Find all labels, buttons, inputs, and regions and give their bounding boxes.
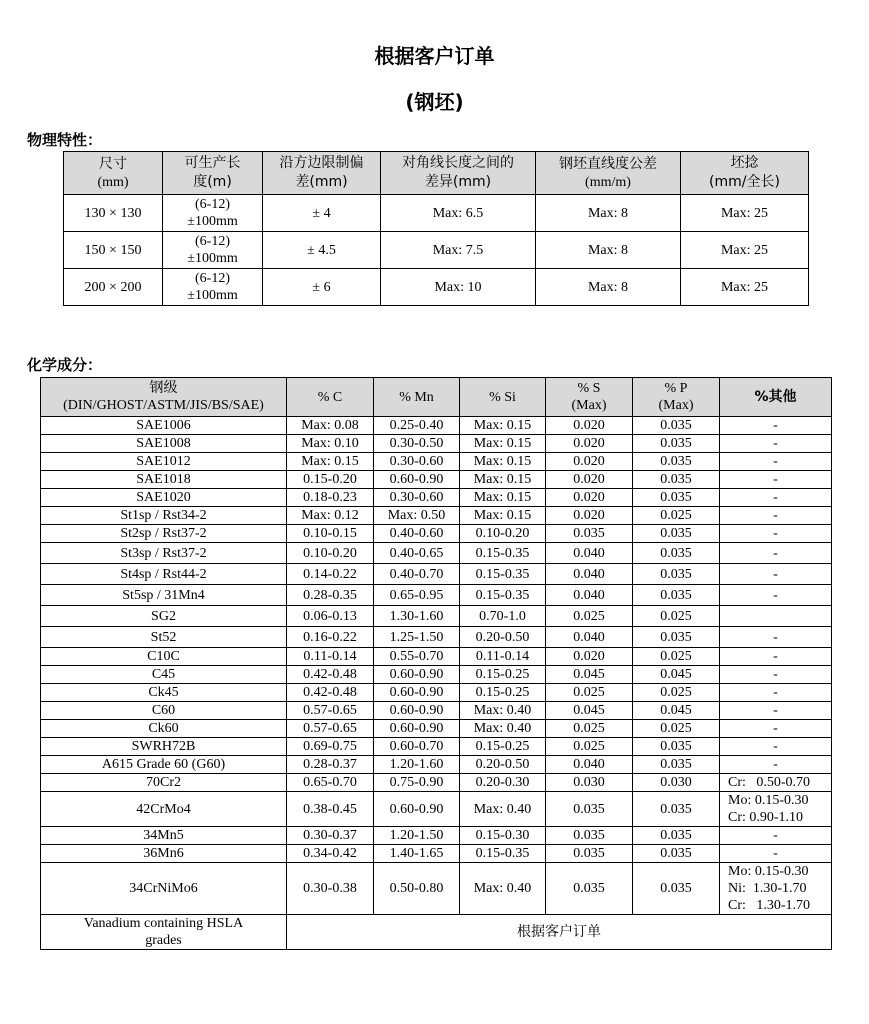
other-cell bbox=[720, 606, 832, 627]
manganese-cell: 0.30-0.60 bbox=[374, 453, 460, 471]
manganese-cell: 0.65-0.95 bbox=[374, 585, 460, 606]
grade-cell: SG2 bbox=[41, 606, 287, 627]
manganese-cell: 1.20-1.50 bbox=[374, 827, 460, 845]
grade-cell: 34Mn5 bbox=[41, 827, 287, 845]
phosphorus-cell: 0.025 bbox=[633, 720, 720, 738]
other-cell bbox=[720, 435, 832, 453]
physical-properties-table bbox=[63, 151, 809, 306]
twist-cell: Max: 25 bbox=[681, 269, 809, 306]
phosphorus-cell: 0.025 bbox=[633, 684, 720, 702]
other-element-value: - bbox=[773, 418, 778, 433]
other-element-value: Mo: 0.15-0.30 bbox=[728, 864, 809, 879]
header-cell: %其他 bbox=[720, 378, 832, 417]
phosphorus-cell: 0.035 bbox=[633, 845, 720, 863]
header-cell: 坯捻 (mm/全长) bbox=[681, 152, 809, 195]
diagonal-cell: Max: 7.5 bbox=[381, 232, 536, 269]
grade-cell: Ck45 bbox=[41, 684, 287, 702]
sulfur-cell: 0.020 bbox=[546, 507, 633, 525]
table-row bbox=[41, 702, 832, 720]
other-element-value: - bbox=[773, 828, 778, 843]
carbon-cell: 0.57-0.65 bbox=[287, 720, 374, 738]
other-element-value: Cr: 0.90-1.10 bbox=[728, 810, 804, 825]
phosphorus-cell: 0.035 bbox=[633, 417, 720, 435]
table-row bbox=[41, 585, 832, 606]
carbon-cell: 0.11-0.14 bbox=[287, 648, 374, 666]
grade-cell: C10C bbox=[41, 648, 287, 666]
other-cell bbox=[720, 417, 832, 435]
other-cell bbox=[720, 471, 832, 489]
grade-cell: Vanadium containing HSLA grades bbox=[41, 915, 287, 950]
table-row bbox=[41, 453, 832, 471]
carbon-cell: 0.10-0.15 bbox=[287, 525, 374, 543]
other-element-value: Mo: 0.15-0.30 bbox=[728, 793, 809, 808]
other-element-value: - bbox=[773, 436, 778, 451]
sulfur-cell: 0.020 bbox=[546, 648, 633, 666]
silicon-cell: 0.20-0.50 bbox=[460, 627, 546, 648]
table-row bbox=[64, 232, 809, 269]
silicon-cell: Max: 0.40 bbox=[460, 720, 546, 738]
other-element-value: - bbox=[773, 472, 778, 487]
sulfur-cell: 0.020 bbox=[546, 435, 633, 453]
silicon-cell: 0.10-0.20 bbox=[460, 525, 546, 543]
size-cell: 130 × 130 bbox=[64, 195, 163, 232]
table-row bbox=[41, 471, 832, 489]
other-cell bbox=[720, 627, 832, 648]
silicon-cell: 0.70-1.0 bbox=[460, 606, 546, 627]
silicon-cell: 0.15-0.35 bbox=[460, 585, 546, 606]
other-element-value: - bbox=[773, 545, 778, 561]
grade-cell: C45 bbox=[41, 666, 287, 684]
table-row bbox=[41, 417, 832, 435]
carbon-cell: 0.57-0.65 bbox=[287, 702, 374, 720]
other-cell bbox=[720, 453, 832, 471]
other-element-value: - bbox=[773, 629, 778, 645]
other-element-value: - bbox=[773, 721, 778, 736]
sulfur-cell: 0.020 bbox=[546, 453, 633, 471]
other-cell bbox=[720, 564, 832, 585]
grade-cell: SAE1012 bbox=[41, 453, 287, 471]
manganese-cell: 0.60-0.90 bbox=[374, 792, 460, 827]
straightness-cell: Max: 8 bbox=[536, 195, 681, 232]
table-row bbox=[41, 792, 832, 827]
sulfur-cell: 0.035 bbox=[546, 863, 633, 915]
length-cell bbox=[163, 195, 263, 232]
table-row bbox=[41, 543, 832, 564]
merged-value-cell: 根据客户订单 bbox=[287, 915, 832, 950]
manganese-cell: 0.60-0.90 bbox=[374, 666, 460, 684]
table-row bbox=[41, 684, 832, 702]
side-tolerance-cell: ± 4.5 bbox=[263, 232, 381, 269]
carbon-cell: 0.06-0.13 bbox=[287, 606, 374, 627]
table-row bbox=[41, 756, 832, 774]
table-header-row bbox=[41, 378, 832, 417]
silicon-cell: Max: 0.15 bbox=[460, 417, 546, 435]
sulfur-cell: 0.025 bbox=[546, 606, 633, 627]
carbon-cell: 0.34-0.42 bbox=[287, 845, 374, 863]
silicon-cell: 0.15-0.35 bbox=[460, 564, 546, 585]
silicon-cell: 0.11-0.14 bbox=[460, 648, 546, 666]
length-cell bbox=[163, 232, 263, 269]
silicon-cell: 0.15-0.25 bbox=[460, 738, 546, 756]
other-element-value: - bbox=[773, 508, 778, 523]
grade-cell: SAE1020 bbox=[41, 489, 287, 507]
phosphorus-cell: 0.035 bbox=[633, 489, 720, 507]
phosphorus-cell: 0.035 bbox=[633, 564, 720, 585]
twist-cell: Max: 25 bbox=[681, 195, 809, 232]
phosphorus-cell: 0.035 bbox=[633, 863, 720, 915]
sulfur-cell: 0.045 bbox=[546, 702, 633, 720]
silicon-cell: Max: 0.15 bbox=[460, 471, 546, 489]
grade-cell: St3sp / Rst37-2 bbox=[41, 543, 287, 564]
manganese-cell: 0.25-0.40 bbox=[374, 417, 460, 435]
length-tolerance: ±100mm bbox=[187, 251, 238, 266]
carbon-cell: 0.42-0.48 bbox=[287, 666, 374, 684]
grade-cell: St2sp / Rst37-2 bbox=[41, 525, 287, 543]
carbon-cell: 0.42-0.48 bbox=[287, 684, 374, 702]
table-row bbox=[41, 738, 832, 756]
silicon-cell: Max: 0.15 bbox=[460, 489, 546, 507]
carbon-cell: 0.14-0.22 bbox=[287, 564, 374, 585]
manganese-cell: 0.40-0.65 bbox=[374, 543, 460, 564]
straightness-cell: Max: 8 bbox=[536, 232, 681, 269]
sulfur-cell: 0.035 bbox=[546, 525, 633, 543]
silicon-cell: 0.15-0.35 bbox=[460, 543, 546, 564]
sulfur-cell: 0.040 bbox=[546, 756, 633, 774]
header-cell: % P (Max) bbox=[633, 378, 720, 417]
manganese-cell: 0.30-0.50 bbox=[374, 435, 460, 453]
table-row bbox=[41, 827, 832, 845]
grade-cell: St5sp / 31Mn4 bbox=[41, 585, 287, 606]
carbon-cell: 0.65-0.70 bbox=[287, 774, 374, 792]
table-row bbox=[41, 845, 832, 863]
silicon-cell: 0.15-0.25 bbox=[460, 684, 546, 702]
document-title: 根据客户订单 bbox=[374, 44, 495, 68]
sulfur-cell: 0.025 bbox=[546, 684, 633, 702]
grade-cell: 36Mn6 bbox=[41, 845, 287, 863]
table-row bbox=[41, 774, 832, 792]
other-element-value: Cr: 1.30-1.70 bbox=[728, 898, 811, 913]
header-cell: 对角线长度之间的 差异(mm) bbox=[381, 152, 536, 195]
other-element-value: - bbox=[773, 846, 778, 861]
silicon-cell: Max: 0.15 bbox=[460, 507, 546, 525]
header-cell: 可生产长 度(m) bbox=[163, 152, 263, 195]
manganese-cell: 0.60-0.70 bbox=[374, 738, 460, 756]
grade-cell: C60 bbox=[41, 702, 287, 720]
phosphorus-cell: 0.025 bbox=[633, 606, 720, 627]
table-row bbox=[64, 269, 809, 306]
carbon-cell: 0.28-0.35 bbox=[287, 585, 374, 606]
header-cell: 沿方边限制偏 差(mm) bbox=[263, 152, 381, 195]
header-cell: % Si bbox=[460, 378, 546, 417]
phosphorus-cell: 0.035 bbox=[633, 543, 720, 564]
sulfur-cell: 0.020 bbox=[546, 471, 633, 489]
phosphorus-cell: 0.045 bbox=[633, 666, 720, 684]
header-cell: 钢坯直线度公差 (mm/m) bbox=[536, 152, 681, 195]
manganese-cell: 0.60-0.90 bbox=[374, 720, 460, 738]
other-element-value: Ni: 1.30-1.70 bbox=[728, 881, 807, 896]
grade-cell: SAE1018 bbox=[41, 471, 287, 489]
other-cell bbox=[720, 738, 832, 756]
size-cell: 200 × 200 bbox=[64, 269, 163, 306]
other-cell bbox=[720, 684, 832, 702]
silicon-cell: 0.20-0.50 bbox=[460, 756, 546, 774]
header-cell: % S (Max) bbox=[546, 378, 633, 417]
manganese-cell: 1.40-1.65 bbox=[374, 845, 460, 863]
phosphorus-cell: 0.035 bbox=[633, 756, 720, 774]
size-cell: 150 × 150 bbox=[64, 232, 163, 269]
manganese-cell: Max: 0.50 bbox=[374, 507, 460, 525]
grade-cell: A615 Grade 60 (G60) bbox=[41, 756, 287, 774]
carbon-cell: Max: 0.15 bbox=[287, 453, 374, 471]
other-cell bbox=[720, 648, 832, 666]
sulfur-cell: 0.040 bbox=[546, 543, 633, 564]
grade-cell: St4sp / Rst44-2 bbox=[41, 564, 287, 585]
document-subtitle: (钢坯) bbox=[405, 90, 464, 114]
carbon-cell: 0.16-0.22 bbox=[287, 627, 374, 648]
silicon-cell: 0.20-0.30 bbox=[460, 774, 546, 792]
table-row bbox=[41, 915, 832, 950]
sulfur-cell: 0.035 bbox=[546, 827, 633, 845]
manganese-cell: 0.60-0.90 bbox=[374, 471, 460, 489]
side-tolerance-cell: ± 4 bbox=[263, 195, 381, 232]
phosphorus-cell: 0.035 bbox=[633, 435, 720, 453]
manganese-cell: 0.75-0.90 bbox=[374, 774, 460, 792]
other-element-value: - bbox=[773, 667, 778, 682]
length-cell bbox=[163, 269, 263, 306]
manganese-cell: 0.40-0.60 bbox=[374, 525, 460, 543]
header-cell: 钢级 (DIN/GHOST/ASTM/JIS/BS/SAE) bbox=[41, 378, 287, 417]
table-row bbox=[41, 507, 832, 525]
other-cell bbox=[720, 720, 832, 738]
phosphorus-cell: 0.035 bbox=[633, 585, 720, 606]
other-cell bbox=[720, 543, 832, 564]
sulfur-cell: 0.025 bbox=[546, 738, 633, 756]
table-row bbox=[41, 720, 832, 738]
phosphorus-cell: 0.030 bbox=[633, 774, 720, 792]
sulfur-cell: 0.045 bbox=[546, 666, 633, 684]
phosphorus-cell: 0.045 bbox=[633, 702, 720, 720]
phosphorus-cell: 0.035 bbox=[633, 792, 720, 827]
manganese-cell: 0.40-0.70 bbox=[374, 564, 460, 585]
carbon-cell: 0.30-0.37 bbox=[287, 827, 374, 845]
table-row bbox=[41, 666, 832, 684]
carbon-cell: Max: 0.08 bbox=[287, 417, 374, 435]
phosphorus-cell: 0.025 bbox=[633, 507, 720, 525]
table-row bbox=[41, 606, 832, 627]
phosphorus-cell: 0.035 bbox=[633, 453, 720, 471]
chemical-section-label: 化学成分： bbox=[27, 356, 103, 374]
diagonal-cell: Max: 10 bbox=[381, 269, 536, 306]
manganese-cell: 0.60-0.90 bbox=[374, 702, 460, 720]
table-row bbox=[41, 863, 832, 915]
other-cell bbox=[720, 774, 832, 792]
other-element-value: Cr: 0.50-0.70 bbox=[728, 775, 811, 790]
grade-cell: SWRH72B bbox=[41, 738, 287, 756]
table-row bbox=[41, 489, 832, 507]
carbon-cell: 0.15-0.20 bbox=[287, 471, 374, 489]
carbon-cell: 0.10-0.20 bbox=[287, 543, 374, 564]
side-tolerance-cell: ± 6 bbox=[263, 269, 381, 306]
manganese-cell: 0.55-0.70 bbox=[374, 648, 460, 666]
other-cell bbox=[720, 702, 832, 720]
silicon-cell: Max: 0.15 bbox=[460, 435, 546, 453]
carbon-cell: Max: 0.10 bbox=[287, 435, 374, 453]
sulfur-cell: 0.030 bbox=[546, 774, 633, 792]
other-cell bbox=[720, 756, 832, 774]
silicon-cell: Max: 0.40 bbox=[460, 792, 546, 827]
length-range: (6-12) bbox=[195, 271, 230, 286]
header-cell: % Mn bbox=[374, 378, 460, 417]
phosphorus-cell: 0.035 bbox=[633, 471, 720, 489]
silicon-cell: Max: 0.40 bbox=[460, 863, 546, 915]
carbon-cell: 0.38-0.45 bbox=[287, 792, 374, 827]
silicon-cell: Max: 0.40 bbox=[460, 702, 546, 720]
other-element-value: - bbox=[773, 649, 778, 664]
other-element-value: - bbox=[773, 566, 778, 582]
sulfur-cell: 0.020 bbox=[546, 417, 633, 435]
silicon-cell: 0.15-0.25 bbox=[460, 666, 546, 684]
silicon-cell: 0.15-0.30 bbox=[460, 827, 546, 845]
other-element-value: - bbox=[773, 703, 778, 718]
carbon-cell: 0.18-0.23 bbox=[287, 489, 374, 507]
other-element-value: - bbox=[773, 526, 778, 541]
grade-cell: SAE1006 bbox=[41, 417, 287, 435]
length-tolerance: ±100mm bbox=[187, 214, 238, 229]
carbon-cell: Max: 0.12 bbox=[287, 507, 374, 525]
header-cell: 尺寸 (mm) bbox=[64, 152, 163, 195]
silicon-cell: 0.15-0.35 bbox=[460, 845, 546, 863]
grade-cell: Ck60 bbox=[41, 720, 287, 738]
twist-cell: Max: 25 bbox=[681, 232, 809, 269]
carbon-cell: 0.69-0.75 bbox=[287, 738, 374, 756]
header-cell: % C bbox=[287, 378, 374, 417]
sulfur-cell: 0.025 bbox=[546, 720, 633, 738]
phosphorus-cell: 0.035 bbox=[633, 525, 720, 543]
manganese-cell: 0.50-0.80 bbox=[374, 863, 460, 915]
table-header-row bbox=[64, 152, 809, 195]
table-row bbox=[41, 564, 832, 585]
other-element-value: - bbox=[773, 454, 778, 469]
straightness-cell: Max: 8 bbox=[536, 269, 681, 306]
silicon-cell: Max: 0.15 bbox=[460, 453, 546, 471]
grade-cell: 34CrNiMo6 bbox=[41, 863, 287, 915]
grade-cell: St52 bbox=[41, 627, 287, 648]
table-row bbox=[41, 648, 832, 666]
manganese-cell: 0.30-0.60 bbox=[374, 489, 460, 507]
other-cell bbox=[720, 827, 832, 845]
other-element-value: - bbox=[773, 685, 778, 700]
phosphorus-cell: 0.035 bbox=[633, 627, 720, 648]
sulfur-cell: 0.035 bbox=[546, 845, 633, 863]
sulfur-cell: 0.040 bbox=[546, 564, 633, 585]
sulfur-cell: 0.040 bbox=[546, 627, 633, 648]
manganese-cell: 0.60-0.90 bbox=[374, 684, 460, 702]
grade-cell: St1sp / Rst34-2 bbox=[41, 507, 287, 525]
chemical-composition-table bbox=[40, 377, 832, 950]
other-cell bbox=[720, 489, 832, 507]
sulfur-cell: 0.040 bbox=[546, 585, 633, 606]
grade-cell: 42CrMo4 bbox=[41, 792, 287, 827]
carbon-cell: 0.28-0.37 bbox=[287, 756, 374, 774]
phosphorus-cell: 0.025 bbox=[633, 648, 720, 666]
physical-section-label: 物理特性： bbox=[27, 131, 103, 149]
table-row bbox=[64, 195, 809, 232]
other-element-value: - bbox=[773, 490, 778, 505]
other-cell bbox=[720, 507, 832, 525]
grade-cell: 70Cr2 bbox=[41, 774, 287, 792]
manganese-cell: 1.20-1.60 bbox=[374, 756, 460, 774]
sulfur-cell: 0.020 bbox=[546, 489, 633, 507]
diagonal-cell: Max: 6.5 bbox=[381, 195, 536, 232]
other-cell bbox=[720, 792, 832, 827]
phosphorus-cell: 0.035 bbox=[633, 827, 720, 845]
length-range: (6-12) bbox=[195, 197, 230, 212]
sulfur-cell: 0.035 bbox=[546, 792, 633, 827]
other-element-value: - bbox=[773, 757, 778, 772]
other-cell bbox=[720, 845, 832, 863]
other-cell bbox=[720, 666, 832, 684]
other-element-value: - bbox=[773, 587, 778, 603]
table-row bbox=[41, 435, 832, 453]
table-row bbox=[41, 627, 832, 648]
manganese-cell: 1.30-1.60 bbox=[374, 606, 460, 627]
grade-cell: SAE1008 bbox=[41, 435, 287, 453]
other-cell bbox=[720, 585, 832, 606]
carbon-cell: 0.30-0.38 bbox=[287, 863, 374, 915]
manganese-cell: 1.25-1.50 bbox=[374, 627, 460, 648]
other-element-value: - bbox=[773, 739, 778, 754]
other-cell bbox=[720, 525, 832, 543]
phosphorus-cell: 0.035 bbox=[633, 738, 720, 756]
length-tolerance: ±100mm bbox=[187, 288, 238, 303]
other-cell bbox=[720, 863, 832, 915]
table-row bbox=[41, 525, 832, 543]
length-range: (6-12) bbox=[195, 234, 230, 249]
